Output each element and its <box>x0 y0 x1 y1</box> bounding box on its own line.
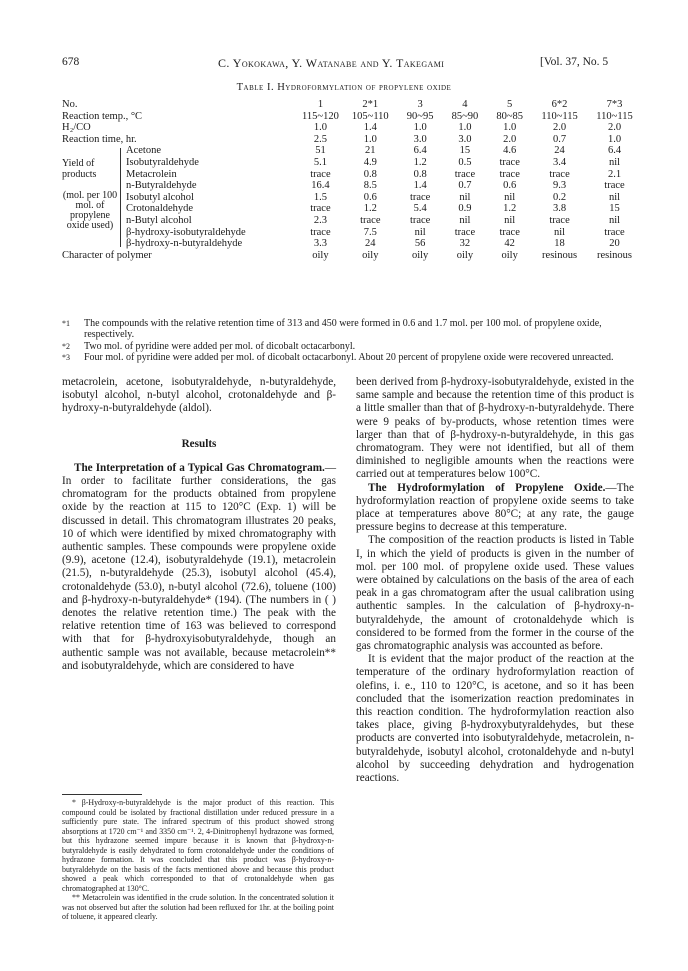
table-cell: trace <box>454 168 476 180</box>
table-cell: 1.5 <box>313 191 327 203</box>
footnote-text: Two mol. of pyridine were added per mol. of dicobalt octacarbonyl. <box>84 340 356 352</box>
chromatogram-heading: The Interpretation of a Typical Gas Chromatogram. <box>74 461 325 474</box>
table-cell: trace <box>310 168 331 180</box>
table-cell: trace <box>549 168 570 180</box>
table-cell: 3 <box>417 99 423 110</box>
table-cell: nil <box>608 214 621 226</box>
table-cell: nil <box>459 214 471 226</box>
table-cell: 2.0 <box>552 122 567 134</box>
product-name: β-hydroxy-n-butyraldehyde <box>126 238 243 250</box>
table-cell: 1 <box>317 99 324 110</box>
table-cell: nil <box>459 191 471 203</box>
table-cell: 3.4 <box>552 156 567 168</box>
table-cell: trace <box>499 226 520 238</box>
table-cell: 4.9 <box>363 156 377 168</box>
bracket-line <box>120 238 121 247</box>
table-cell: 105~110 <box>351 110 389 122</box>
table-cell: 1.2 <box>363 203 377 215</box>
table-title: Table I. Hydroformylation of propylene oxide <box>236 82 452 93</box>
table-cell: nil <box>608 156 621 168</box>
product-name: n-Butyl alcohol <box>126 214 192 226</box>
footnote-text: The compounds with the relative retention time of 313 and 450 were formed in 0.6 and 1.7 mol. per 100 mol. of propylene oxide, respectively. <box>84 318 602 341</box>
table-cell: 9.3 <box>552 180 567 192</box>
table-cell: nil <box>504 214 516 226</box>
table-cell: trace <box>604 226 625 238</box>
footnote-mark: *1 <box>62 319 70 328</box>
hydroformylation-heading: The Hydroformylation of Propylene Oxide. <box>368 481 606 494</box>
table-cell: 42 <box>504 238 515 250</box>
table-cell: 24 <box>365 238 376 250</box>
table-cell: 0.2 <box>552 191 567 203</box>
bracket-line <box>120 192 121 204</box>
table-cell: 6.4 <box>413 145 427 157</box>
table-cell: 3.3 <box>313 238 327 250</box>
table-cell: nil <box>608 191 621 203</box>
row-experiment-number <box>62 99 642 111</box>
page-footnotes <box>62 798 334 922</box>
running-head-authors: C. Yokokawa, Y. Watanabe and Y. Takegami <box>218 56 445 70</box>
table-cell: 2.1 <box>607 168 622 180</box>
table-cell: trace <box>549 214 570 226</box>
table-cell: nil <box>414 226 426 238</box>
product-name: Acetone <box>126 145 161 157</box>
table-cell: 1.0 <box>413 122 427 134</box>
continuation-paragraph: been derived from β-hydroxy-isobutyraldehyde, existed in the same sample and because the retention time of this product is a little smaller than that of β-hydroxy-n-butyraldehyde. There were 9 peaks of by-products, whose retention times were larger than that of β-hydroxy-n-butyraldehyde, in this gas chromatogram. They were not identified, but all of them diminished to negligible amounts when the reactions were carried out at temperatures below 100°C. <box>356 376 634 481</box>
table-cell: 8.5 <box>363 180 377 192</box>
footnote-mark: *3 <box>62 353 70 363</box>
table-cell: 90~95 <box>406 110 434 122</box>
table-cell: 2.0 <box>503 133 517 145</box>
product-label <box>62 215 298 227</box>
table-cell: 80~85 <box>496 110 524 122</box>
table-cell: 5.1 <box>313 156 327 168</box>
row-product <box>62 238 642 250</box>
table-cell: resinous <box>597 249 632 261</box>
table-cell: trace <box>310 226 331 238</box>
table-cell: 4 <box>462 99 468 110</box>
row-label: H₂/CO <box>62 122 91 134</box>
table-cell: trace <box>409 214 431 226</box>
table-cell: 1.2 <box>413 156 427 168</box>
table-cell: 1.0 <box>503 122 517 134</box>
table-cell: resinous <box>542 249 578 261</box>
table-cell: oily <box>411 249 429 261</box>
table-cell: 2*1 <box>362 99 379 110</box>
table-cell: 0.8 <box>413 168 427 180</box>
yield-group-label: Yield of products <box>62 157 97 180</box>
table-cell: nil <box>553 226 566 238</box>
row-reaction-time <box>62 134 642 146</box>
table-cell: 1.0 <box>313 122 327 134</box>
bracket-line <box>120 180 121 192</box>
table-cell: 0.5 <box>458 156 472 168</box>
product-name: Isobutyl alcohol <box>126 191 194 203</box>
table-cell: 1.0 <box>363 133 377 145</box>
table-cell: 1.2 <box>503 203 517 215</box>
hydroformylation-paragraph <box>356 482 634 535</box>
results-table <box>62 99 642 261</box>
row-label: Character of polymer <box>62 249 152 261</box>
row-product <box>62 145 642 157</box>
table-cell: 0.9 <box>458 203 472 215</box>
footnote-text: Four mol. of pyridine were added per mol. of dicobalt octacarbonyl. About 20 percent of propylene oxide were recovered unreacted. <box>84 352 614 364</box>
table-cell: 15 <box>459 145 471 157</box>
table-cell: 20 <box>609 238 620 250</box>
table-cell: 51 <box>315 145 326 157</box>
bracket-line <box>120 203 121 215</box>
table-cell: 3.8 <box>552 203 567 215</box>
table-cell: 16.4 <box>311 180 330 192</box>
row-h2-co-ratio <box>62 122 642 134</box>
table-cell: trace <box>360 214 381 226</box>
table-cell: trace <box>499 168 520 180</box>
footnote-metacrolein: ** Metacrolein was identified in the crude solution. In the concentrated solution it was not observed but after the solution had been refluxed for 1hr. at the boiling point of toluene, it appeared clearly. <box>62 893 334 921</box>
intro-paragraph: metacrolein, acetone, isobutyraldehyde, n-butyraldehyde, isobutyl alcohol, n-butyl alcohol, crotonaldehyde and β-hydroxy-n-butyraldehyde (aldol). <box>62 376 336 415</box>
row-reaction-temp <box>62 111 642 123</box>
table-cell: 2.0 <box>607 122 622 134</box>
table-cell: 0.8 <box>363 168 377 180</box>
composition-paragraph: The composition of the reaction products is listed in Table I, in which the yield of products is given in the number of mol. per 100 mol. of propylene oxide used. These values were obtained by calculations on the basis of the area of each peak in a gas chromatogram after the usual calibration using authentic samples. In the calculation of β-hydroxy-n-butyraldehyde, the amount of crotonaldehyde which is considered to be formed from the former in the course of the gas chromatographic analysis was accounted as before. <box>356 534 634 653</box>
table-cell: 18 <box>554 238 565 250</box>
table-cell: 1.0 <box>607 133 622 145</box>
table-cell: 1.4 <box>363 122 377 134</box>
table-body <box>62 99 642 261</box>
chromatogram-paragraph <box>62 462 336 673</box>
page-number: 678 <box>62 56 80 68</box>
row-label: No. <box>62 99 78 110</box>
table-cell: 6.4 <box>607 145 622 157</box>
product-label <box>62 145 298 157</box>
table-cell: 15 <box>609 203 620 215</box>
running-head-volume: [Vol. 37, No. 5 <box>540 56 609 68</box>
row-label: Reaction temp., °C <box>62 110 143 122</box>
table-cell: 1.0 <box>458 122 472 134</box>
table-cell: 6*2 <box>551 99 568 110</box>
table-cell: 5.4 <box>413 203 427 215</box>
table-cell: oily <box>362 249 379 261</box>
table-cell: 4.6 <box>503 145 517 157</box>
hydroformylation-text: —The hydroformylation reaction of propylene oxide seems to take place at temperatures above 80°C; at any rate, the gauge pressure begins to decrease at this temperature. <box>356 481 634 534</box>
table-cell: 24 <box>554 145 565 157</box>
table-cell: 85~90 <box>451 110 479 122</box>
table-cell: 0.7 <box>552 133 567 145</box>
footnote-aldol: * β-Hydroxy-n-butyraldehyde is the major product of this reaction. This compound could be isolated by fractional distillation under reduced pressure in a sufficiently pure state. The infrared spectrum of this product showed strong absorptions at 1720 cm⁻¹ and 3350 cm⁻¹. 2, 4-Dinitrophenyl hydrazone was formed, but this hydrazone seemed impure because it is known that β-hydroxy-n-butyraldehyde is easily dehydrated to form crotonaldehyde under the conditions of hydrazone formation. It was concluded that this product was β-hydroxy-n-butyraldehyde on the basis of the facts mentioned above and because this product showed a peak which corresponded to that of crotonaldehyde when gas chromatographed at 130°C. <box>62 798 334 893</box>
footnote-divider <box>62 794 142 795</box>
table-footnote <box>62 341 642 352</box>
table-cell: 3.0 <box>413 133 427 145</box>
bracket-line <box>120 215 121 227</box>
table-cell: 0.6 <box>503 180 517 192</box>
bracket-line <box>120 157 121 169</box>
row-product <box>62 203 642 215</box>
row-product <box>62 169 642 181</box>
table-cell: 2.5 <box>313 133 327 145</box>
table-cell: oily <box>456 249 474 261</box>
table-cell: 5 <box>507 99 513 110</box>
row-product <box>62 192 642 204</box>
product-name: β-hydroxy-isobutyraldehyde <box>126 226 246 238</box>
chromatogram-text: —In order to facilitate further considerations, the gas chromatogram for the products obtained from propylene oxide by the reaction at 115 to 120°C (Exp. 1) will be discussed in detail. This chromatogram illustrates 20 peaks, 10 of which were identified by mixed chromatography with authentic samples. These compounds were propylene oxide (9.9), acetone (12.4), isobutyraldehyde (19.1), metacrolein (21.5), n-butyraldehyde (25.3), isobutyl alcohol (45.4), crotonaldehyde (53.0), n-butyl alcohol (72.6), toluene (100) and β-hydroxy-n-butyraldehyde* (194). (The numbers in ( ) denotes the relative retention time.) The peak with the relative retention time of 163 was believed to correspond with that for β-hydroxyisobutyraldehyde, though an authentic sample was not available, because metacrolein** and isobutyraldehyde, which are considered to have <box>62 461 336 672</box>
left-column <box>62 376 336 673</box>
table-cell: trace <box>310 203 331 215</box>
table-cell: trace <box>409 191 431 203</box>
product-label <box>62 238 298 250</box>
table-cell: 115~120 <box>302 110 339 122</box>
row-product <box>62 215 642 227</box>
table-cell: 3.0 <box>458 133 472 145</box>
product-label <box>62 227 298 239</box>
table-cell: 7*3 <box>606 99 623 110</box>
product-name: Crotonaldehyde <box>126 203 194 215</box>
table-cell: oily <box>501 249 518 261</box>
product-name: Isobutyraldehyde <box>126 156 199 168</box>
row-label: Reaction time, hr. <box>62 133 137 145</box>
table-cell: 0.7 <box>458 180 472 192</box>
table-cell: 21 <box>365 145 376 157</box>
table-cell: oily <box>312 249 329 261</box>
table-cell: trace <box>604 180 625 192</box>
footnote-mark: *2 <box>62 341 70 351</box>
row-polymer-character <box>62 250 642 262</box>
table-cell: 0.6 <box>363 191 377 203</box>
table-footnote <box>62 352 642 363</box>
table-cell: nil <box>504 191 516 203</box>
conclusion-paragraph: It is evident that the major product of the reaction at the temperature of the ordinary hydroformylation reaction of olefins, i. e., 110 to 120°C, is acetone, and so it has been concluded that the isomerization reaction predominates in this reaction condition. The hydroformylation reaction also takes place, giving β-hydroxybutyraldehydes, but these products are converted into isobutyraldehyde, metacrolein, n-butyraldehyde, isobutyl alcohol, crotonaldehyde and n-butyl alcohol by succeeding dehydration and hydrogenation reactions. <box>356 653 634 785</box>
table-cell: 110~115 <box>596 110 633 122</box>
results-heading: Results <box>181 437 217 450</box>
row-product <box>62 180 642 192</box>
row-product <box>62 227 642 239</box>
table-cell: 56 <box>414 238 426 250</box>
row-product <box>62 157 642 169</box>
product-name: Metacrolein <box>126 168 177 180</box>
table-cell: 7.5 <box>363 226 377 238</box>
bracket-line <box>120 227 121 239</box>
table-cell: 1.4 <box>413 180 427 192</box>
product-name: n-Butyraldehyde <box>126 180 197 192</box>
table-cell: 32 <box>459 238 471 250</box>
table-cell: 110~115 <box>541 110 578 122</box>
yield-unit-label: (mol. per 100 mol. of propylene oxide used) <box>62 190 118 232</box>
table-footnote <box>62 318 642 341</box>
table-cell: trace <box>454 226 476 238</box>
table-cell: 2.3 <box>313 214 327 226</box>
table-cell: trace <box>499 156 520 168</box>
bracket-line <box>120 169 121 181</box>
bracket-line <box>120 148 121 157</box>
right-column <box>356 376 634 785</box>
